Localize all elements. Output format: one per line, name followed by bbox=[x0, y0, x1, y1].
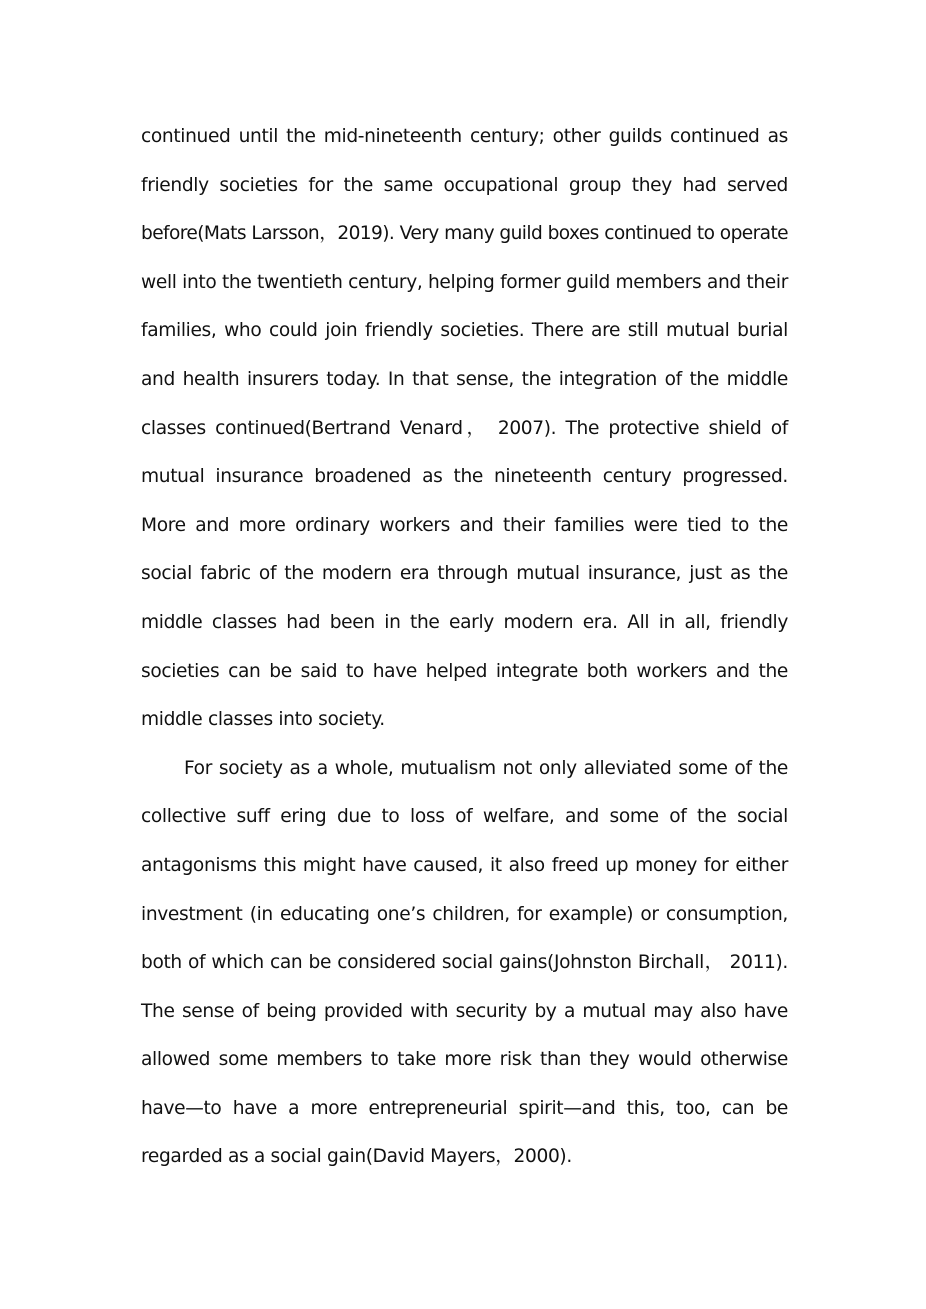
paragraph-1 bbox=[141, 113, 788, 745]
text-line: More and more ordinary workers and their families were tied to the bbox=[141, 514, 788, 536]
text-line: friendly societies for the same occupational group they had served bbox=[141, 174, 788, 196]
text-line: social fabric of the modern era through mutual insurance, just as the bbox=[141, 563, 788, 585]
text-line: collective suff ering due to loss of welfare, and some of the social bbox=[141, 806, 788, 828]
text-line: middle classes into society. bbox=[141, 709, 385, 731]
text-line: both of which can be considered social gains(Johnston Birchall， 2011). bbox=[141, 952, 788, 974]
text-line: The sense of being provided with security by a mutual may also have bbox=[141, 1000, 788, 1022]
text-line: For society as a whole, mutualism not only alleviated some of the bbox=[184, 757, 788, 779]
paragraph-2 bbox=[141, 745, 788, 1182]
text-line: have—to have a more entrepreneurial spirit—and this, too, can be bbox=[141, 1097, 788, 1119]
text-line: investment (in educating one’s children, for example) or consumption, bbox=[141, 903, 788, 925]
document-body bbox=[141, 113, 788, 1182]
text-line: antagonisms this might have caused, it also freed up money for either bbox=[141, 854, 788, 876]
text-line: mutual insurance broadened as the nineteenth century progressed. bbox=[141, 466, 788, 488]
text-line: middle classes had been in the early modern era. All in all, friendly bbox=[141, 611, 788, 633]
text-line: and health insurers today. In that sense, the integration of the middle bbox=[141, 368, 788, 390]
text-line: well into the twentieth century, helping former guild members and their bbox=[141, 271, 788, 293]
text-line: continued until the mid-nineteenth century; other guilds continued as bbox=[141, 126, 788, 147]
text-line: allowed some members to take more risk than they would otherwise bbox=[141, 1049, 788, 1071]
text-line: regarded as a social gain(David Mayers，2000). bbox=[141, 1146, 572, 1168]
text-line: families, who could join friendly societies. There are still mutual burial bbox=[141, 320, 788, 342]
text-line: societies can be said to have helped integrate both workers and the bbox=[141, 660, 788, 682]
text-line: classes continued(Bertrand Venard， 2007). The protective shield of bbox=[141, 417, 788, 439]
text-line: before(Mats Larsson，2019). Very many guild boxes continued to operate bbox=[141, 223, 788, 245]
